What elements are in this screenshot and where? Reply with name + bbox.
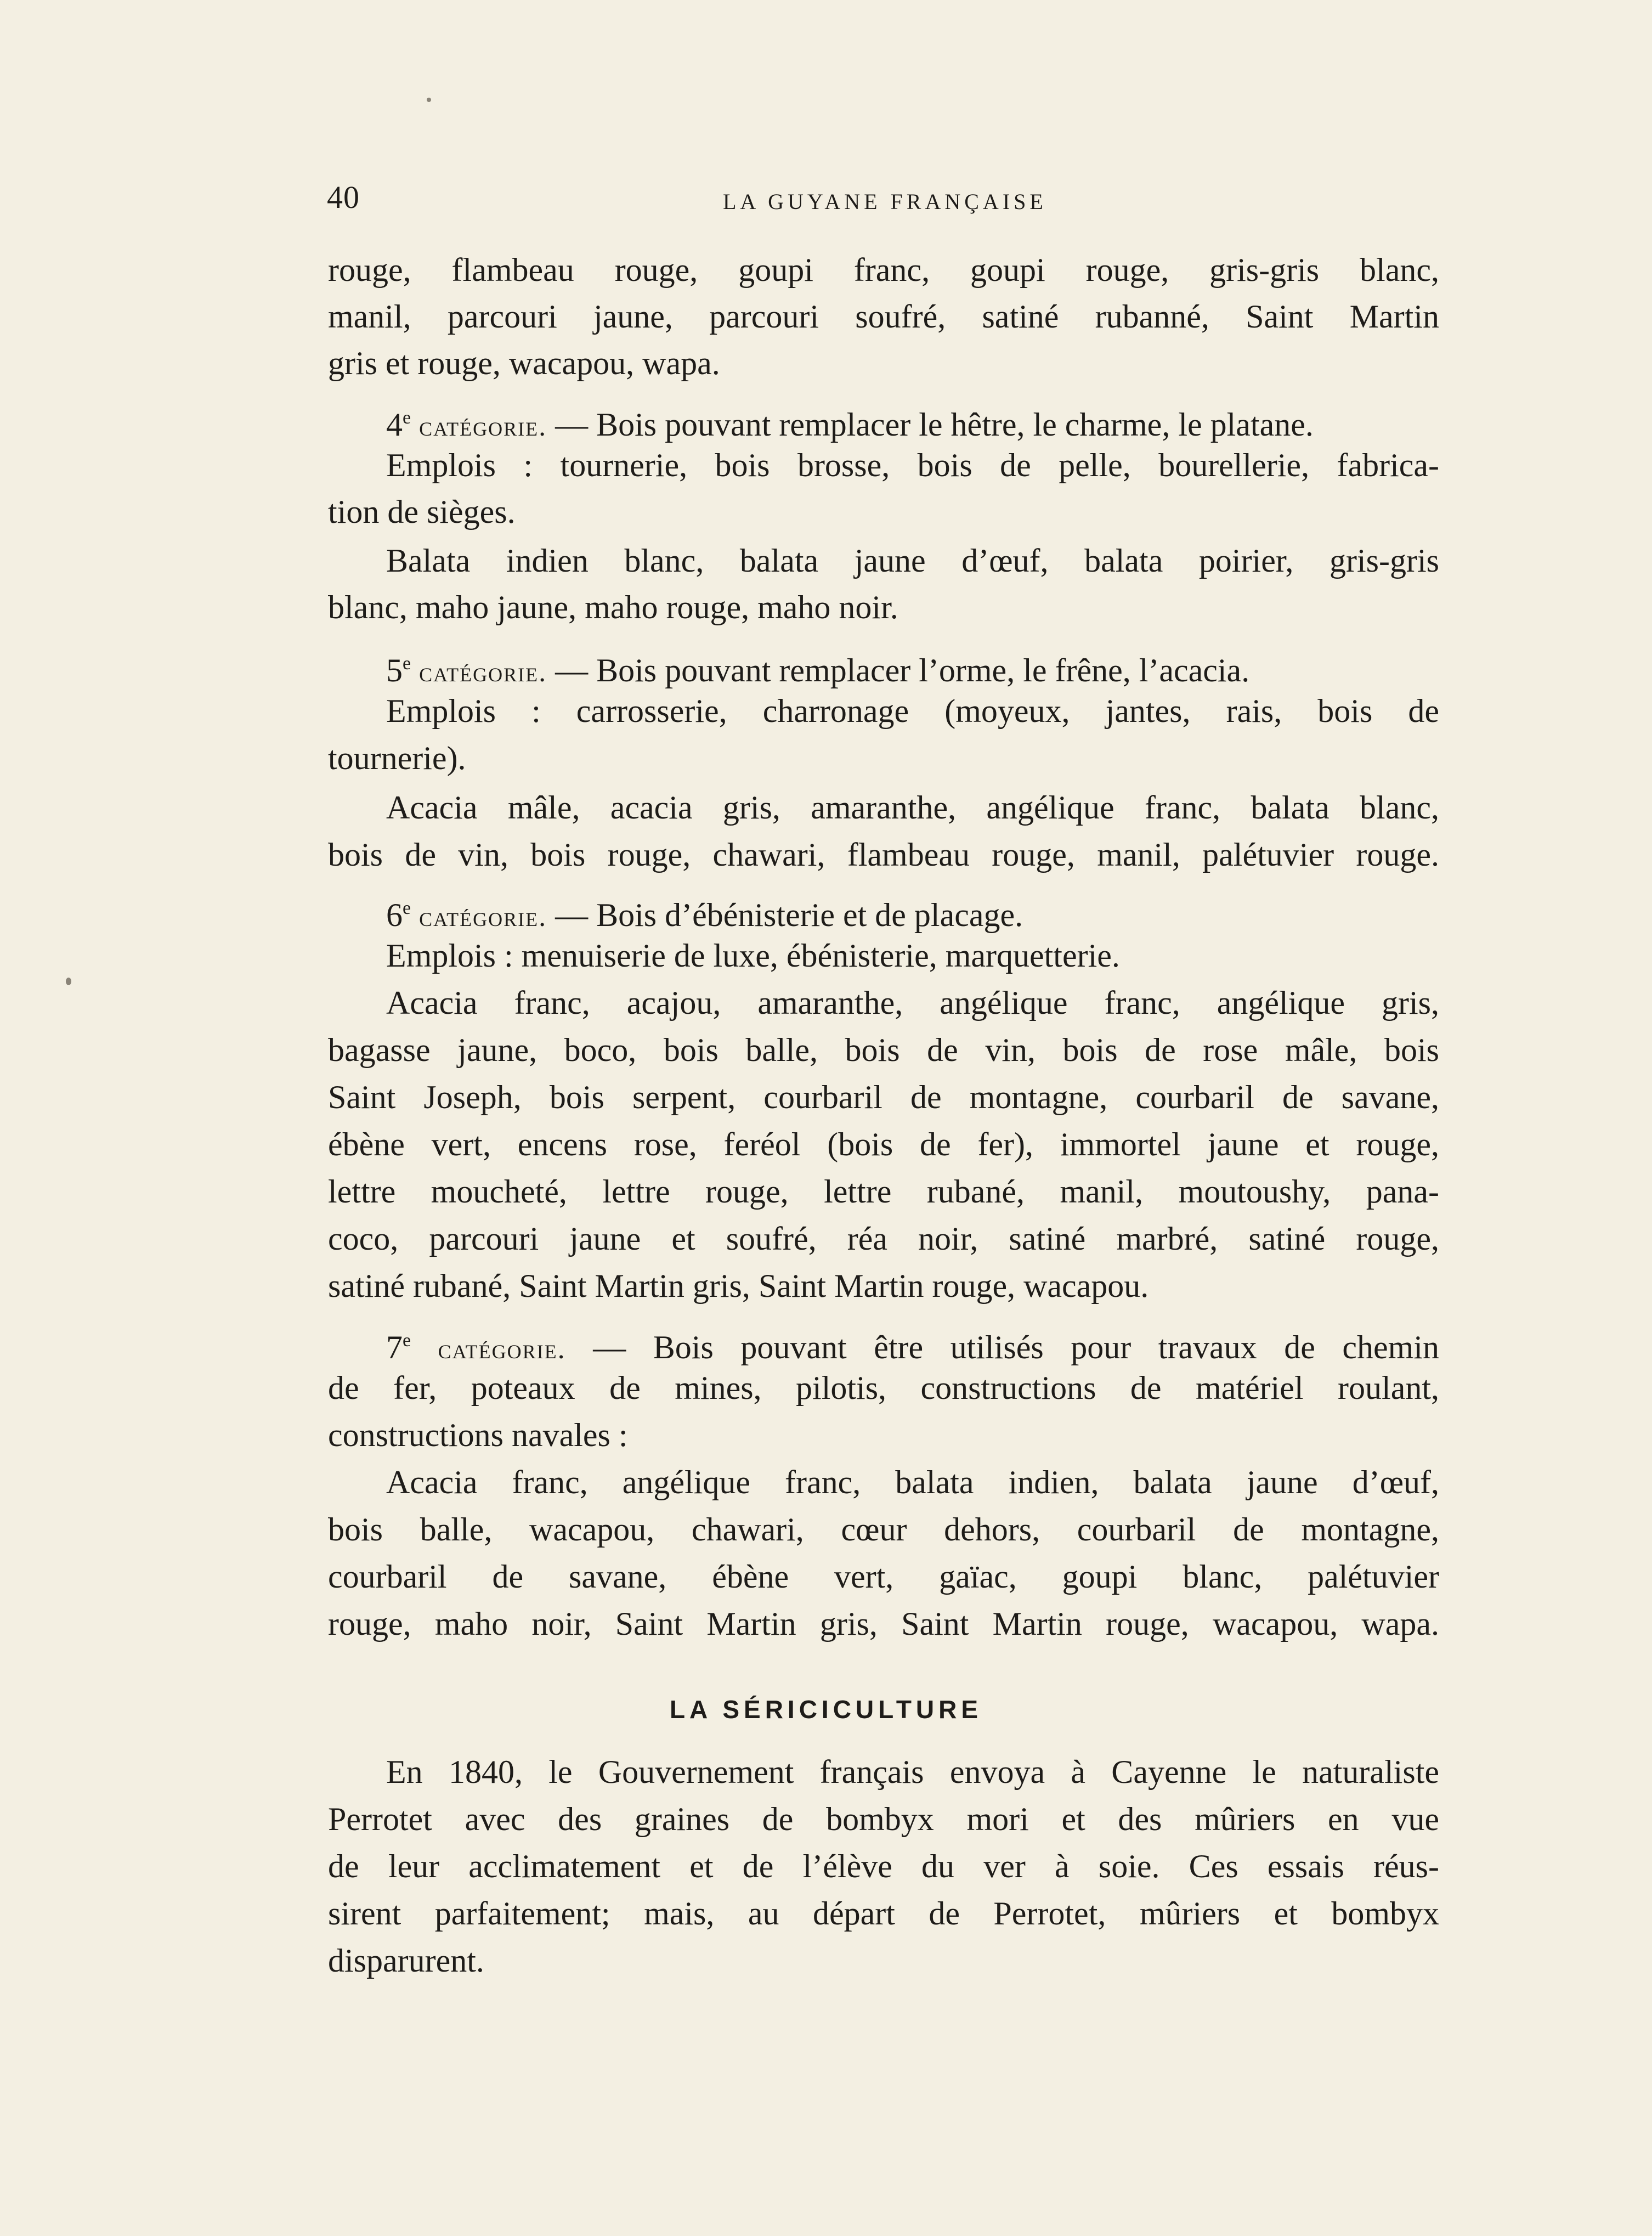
ordinal-suffix: e [403,408,411,428]
text-line: Saint Joseph, bois serpent, courbaril de montagne, courbaril de savane, [328,1079,1439,1115]
category-number: 7 [386,1329,403,1365]
text-line: tournerie). [328,740,466,776]
text-line: bois de vin, bois rouge, chawari, flambeau rouge, manil, palétuvier rouge. [328,837,1439,873]
text-line: manil, parcouri jaune, parcouri soufré, satiné rubanné, Saint Martin [328,298,1439,335]
running-title: LA GUYANE FRANÇAISE [723,189,1047,214]
category-heading-6 [386,887,1439,939]
text-line: lettre moucheté, lettre rouge, lettre rubané, manil, moutoushy, pana- [328,1173,1439,1210]
text-line: bagasse jaune, boco, bois balle, bois de vin, bois de rose mâle, bois [328,1032,1439,1068]
category-heading-5 [386,642,1439,694]
ordinal-suffix: e [403,653,411,674]
category-description: — Bois pouvant remplacer l’orme, le frêne, l’acacia. [555,652,1250,688]
text-line: Emplois : carrosserie, charronage (moyeux, jantes, rais, bois de [386,693,1439,729]
paper-speck [427,98,431,102]
text-line: sirent parfaitement; mais, au départ de Perrotet, mûriers et bombyx [328,1895,1439,1932]
text-line: constructions navales : [328,1417,628,1453]
text-line: Acacia mâle, acacia gris, amaranthe, angélique franc, balata blanc, [386,789,1439,826]
category-heading-4 [386,396,1439,449]
text-line: satiné rubané, Saint Martin gris, Saint Martin rouge, wacapou. [328,1268,1149,1304]
page-number: 40 [327,179,360,215]
ordinal-suffix: e [403,898,411,918]
text-line: gris et rouge, wacapou, wapa. [328,345,720,381]
section-title: LA SÉRICICULTURE [669,1695,983,1724]
category-number: 4 [386,406,403,443]
category-description: — Bois d’ébénisterie et de placage. [555,897,1023,933]
category-number: 5 [386,652,403,688]
text-line: courbaril de savane, ébène vert, gaïac, goupi blanc, palétuvier [328,1559,1439,1595]
text-line: blanc, maho jaune, maho rouge, maho noir. [328,589,898,625]
text-line: Acacia franc, acajou, amaranthe, angélique franc, angélique gris, [386,985,1439,1021]
text-line: coco, parcouri jaune et soufré, réa noir, satiné marbré, satiné rouge, [328,1221,1439,1257]
text-line: Emplois : menuiserie de luxe, ébénisterie, marquetterie. [386,938,1120,974]
text-line: Acacia franc, angélique franc, balata indien, balata jaune d’œuf, [386,1464,1439,1500]
category-label: catégorie. [419,901,547,933]
text-line: Perrotet avec des graines de bombyx mori et des mûriers en vue [328,1801,1439,1837]
category-heading-7 [386,1319,1439,1371]
text-line: Balata indien blanc, balata jaune d’œuf, balata poirier, gris-gris [386,543,1439,579]
paper-speck [66,978,71,985]
text-line: Emplois : tournerie, bois brosse, bois de pelle, bourellerie, fabrica- [386,447,1439,483]
category-description: — Bois pouvant être utilisés pour travaux de chemin [593,1329,1440,1365]
ordinal-suffix: e [403,1330,411,1351]
category-label: catégorie. [419,411,547,442]
category-label: catégorie. [419,657,547,688]
category-number: 6 [386,897,403,933]
text-line: rouge, maho noir, Saint Martin gris, Saint Martin rouge, wacapou, wapa. [328,1606,1439,1642]
text-line: disparurent. [328,1943,484,1979]
text-line: ébène vert, encens rose, feréol (bois de fer), immortel jaune et rouge, [328,1126,1439,1162]
text-line: de leur acclimatement et de l’élève du ver à soie. Ces essais réus- [328,1848,1439,1884]
category-description: — Bois pouvant remplacer le hêtre, le charme, le platane. [555,406,1314,443]
category-label: catégorie. [438,1334,566,1365]
text-line: de fer, poteaux de mines, pilotis, constructions de matériel roulant, [328,1370,1439,1406]
text-line: rouge, flambeau rouge, goupi franc, goupi rouge, gris-gris blanc, [328,252,1439,288]
text-line: bois balle, wacapou, chawari, cœur dehors, courbaril de montagne, [328,1511,1439,1548]
text-line: tion de sièges. [328,494,516,530]
text-line: En 1840, le Gouvernement français envoya à Cayenne le naturaliste [386,1754,1439,1790]
